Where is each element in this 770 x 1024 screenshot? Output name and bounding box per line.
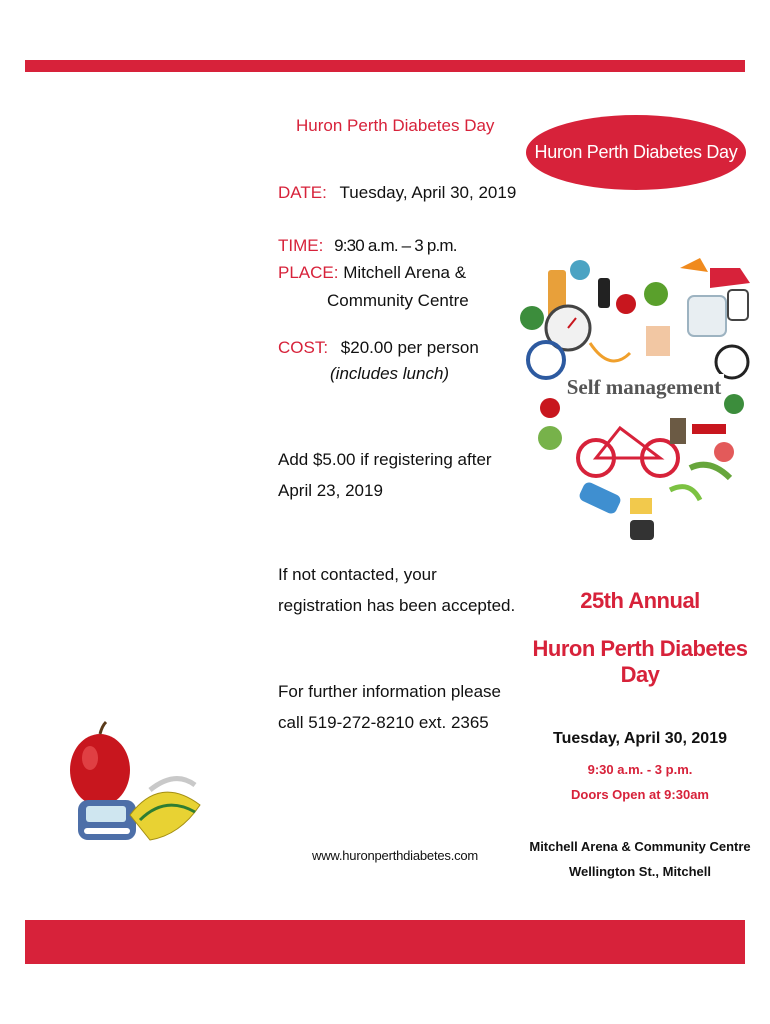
apple-meter-illustration — [60, 720, 220, 860]
cost-label: COST: — [278, 338, 329, 357]
late-fee-line-1: Add $5.00 if registering after — [278, 450, 492, 469]
place-line-2: Community Centre — [327, 291, 469, 310]
cost-row — [278, 338, 479, 358]
right-time: 9:30 a.m. - 3 p.m. — [587, 762, 693, 777]
cost-note: (includes lunch) — [330, 364, 450, 383]
info-line-2: call 519-272-8210 ext. 2365 — [278, 713, 489, 732]
date-value: Tuesday, April 30, 2019 — [339, 183, 517, 202]
venue-line-1: Mitchell Arena & Community Centre — [529, 839, 751, 854]
right-date: Tuesday, April 30, 2019 — [552, 730, 727, 747]
venue-line-2: Wellington St., Mitchell — [568, 864, 712, 879]
website-link[interactable]: www.huronperthdiabetes.com — [312, 848, 479, 863]
cost-value: $20.00 per person — [340, 338, 479, 357]
left-title: Huron Perth Diabetes Day — [296, 116, 495, 135]
place-row — [278, 263, 466, 283]
contact-line-2: registration has been accepted. — [278, 596, 516, 615]
self-management-heart — [520, 248, 752, 564]
date-row — [278, 183, 516, 203]
contact-line-1: If not contacted, your — [278, 565, 437, 584]
heart-caption: Self management — [566, 375, 722, 399]
top-accent-bar — [25, 60, 745, 72]
time-label: TIME: — [278, 236, 324, 255]
title-oval — [526, 115, 746, 190]
place-label: PLACE: — [278, 263, 339, 282]
time-value: 9:30 a.m. – 3 p.m. — [334, 236, 457, 255]
date-label: DATE: — [278, 183, 327, 202]
place-line-1: Mitchell Arena & — [343, 263, 467, 282]
oval-title: Huron Perth Diabetes Day — [534, 142, 738, 162]
time-row — [278, 236, 457, 256]
doors-open: Doors Open at 9:30am — [571, 787, 709, 802]
annual-line-1: 25th Annual — [580, 588, 700, 613]
info-line-1: For further information please — [278, 682, 501, 701]
late-fee-line-2: April 23, 2019 — [278, 481, 383, 500]
bottom-accent-bar — [25, 920, 745, 964]
annual-line-2: Huron Perth Diabetes Day — [532, 636, 748, 687]
